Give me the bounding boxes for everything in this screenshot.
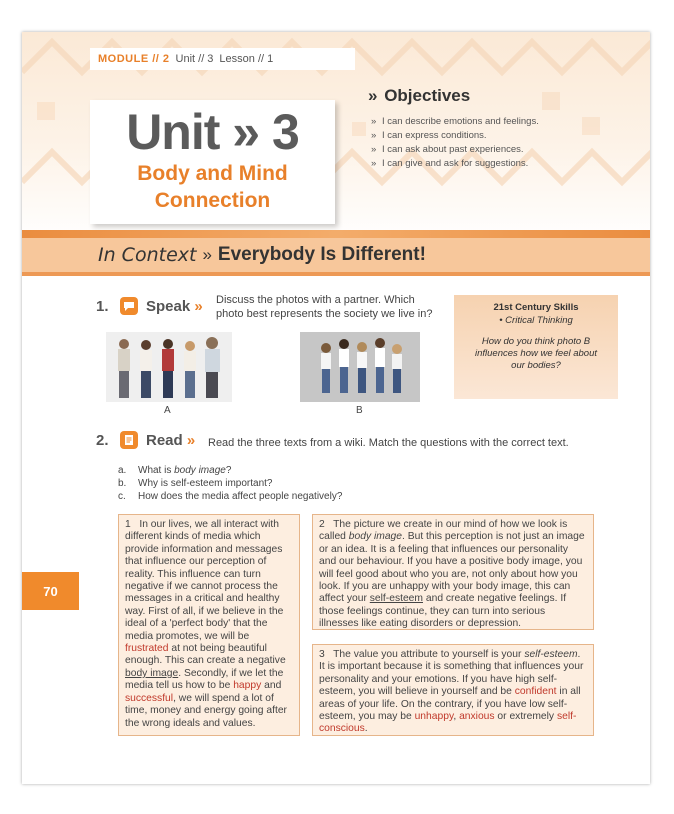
exercise-2-label: Read » <box>146 432 196 449</box>
document-icon <box>120 431 138 449</box>
objective-item: » I can describe emotions and feelings. <box>368 115 638 129</box>
question-item: b. Why is self-esteem important? <box>118 478 273 489</box>
skills-subtitle: • Critical Thinking <box>499 315 573 326</box>
wiki-text-2: 2 The picture we create in our mind of how we look is called body image. But this perception is not just an image or an idea. It is a feeling that influences our personality and our behaviour. If you have a positive body image, you will feel good about who you are, not only about how you look. If you are unhappy with your body image, this can affect your self-esteem and create negative feelings. If those feelings continue, they can turn into serious illnesses like eating disorders or depression. <box>312 514 594 630</box>
lesson-label: Lesson // 1 <box>219 53 274 65</box>
banner-separator: » <box>202 245 212 264</box>
photo-b <box>300 332 420 402</box>
objective-item: » I can give and ask for suggestions. <box>368 157 638 171</box>
exercise-1-number: 1. <box>96 298 109 315</box>
brush-stripe-bottom <box>22 272 650 276</box>
objectives-list <box>368 115 638 171</box>
objective-item: » I can ask about past experiences. <box>368 143 638 157</box>
unit-title-card <box>90 100 335 224</box>
photo-a <box>106 332 232 402</box>
skills-question-line: our bodies? <box>511 360 561 371</box>
unit-title: Unit » 3 <box>126 104 299 160</box>
unit-label: Unit // 3 <box>175 53 214 65</box>
question-item: c. How does the media affect people negatively? <box>118 491 343 502</box>
skills-question-line: How do you think photo B <box>481 336 591 347</box>
wiki-text-3: 3 The value you attribute to yourself is your self-esteem. It is important because it is something that influences your personality and your emotions. If you have high self-esteem, you will believe in yourself and be confident in all areas of your life. On the contrary, if you have low self-esteem, you may be unhappy, anxious or extremely self-conscious. <box>312 644 594 736</box>
double-chevron-icon: » <box>368 86 378 105</box>
speech-bubble-icon <box>120 297 138 315</box>
photo-b-caption: B <box>356 405 363 416</box>
objectives-section <box>368 86 638 171</box>
brush-stripe-top <box>22 230 650 238</box>
unit-subtitle-line1: Body and Mind <box>137 162 288 185</box>
module-label: MODULE // 2 <box>98 53 170 65</box>
exercise-2-number: 2. <box>96 432 109 449</box>
skills-question-line: influences how we feel about <box>475 348 597 359</box>
section-title: Everybody Is Different! <box>217 244 426 265</box>
exercise-2-instruction: Read the three texts from a wiki. Match the questions with the correct text. <box>208 437 569 449</box>
exercise-1-instruction: Discuss the photos with a partner. Which photo best represents the society we live in? <box>216 294 433 320</box>
question-item: a. What is body image? <box>118 465 232 476</box>
skills-title: 21st Century Skills <box>493 302 579 313</box>
objectives-heading: » Objectives <box>368 86 471 105</box>
photo-a-caption: A <box>164 405 171 416</box>
unit-subtitle-line2: Connection <box>154 189 271 212</box>
question-list <box>118 464 342 503</box>
module-breadcrumb <box>90 48 355 70</box>
century-skills-box <box>454 295 618 399</box>
objective-item: » I can express conditions. <box>368 129 638 143</box>
page-number: 70 <box>22 572 79 610</box>
textbook-page <box>22 32 650 784</box>
in-context-label: In Context <box>98 244 197 266</box>
wiki-text-1: 1 In our lives, we all interact with different kinds of media which provide information and messages that influence our perception of reality. This influence can turn negative if we cannot process the messages in a critical and healthy way. First of all, if we believe in the ideal of a 'perfect body' that the media promotes, we will be frustrated at not being beautiful enough. This can create a negative body image. Secondly, if we let the media tell us how to be happy and successful, we will spend a lot of time, money and energy going after the wrong ideals and values. <box>118 514 300 736</box>
in-context-banner <box>22 238 650 272</box>
exercise-1-label: Speak » <box>146 298 203 315</box>
